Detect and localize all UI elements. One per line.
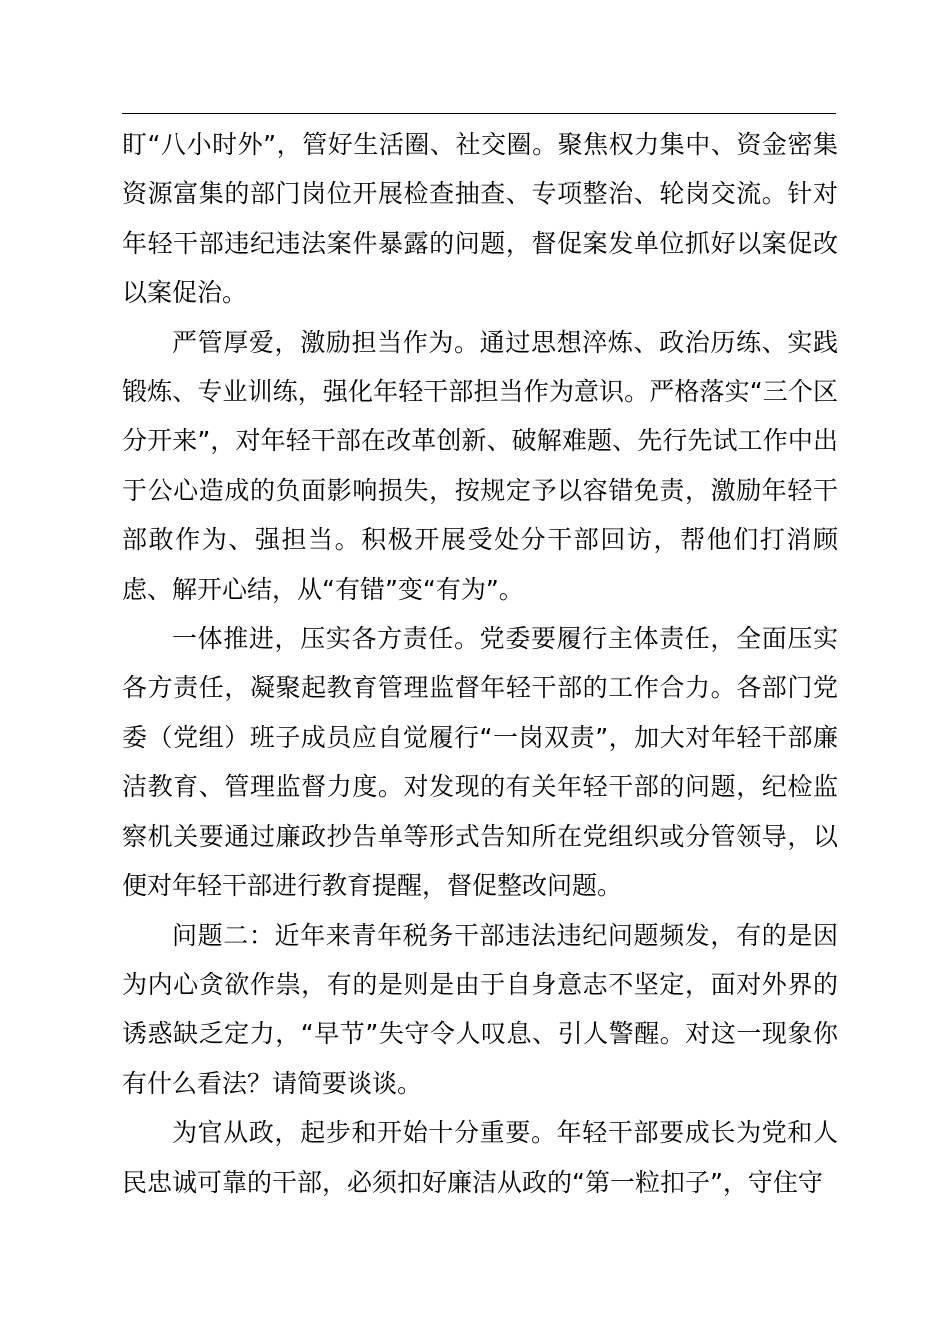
- document-body: [122, 120, 838, 1207]
- paragraph-answer: 为官从政，起步和开始十分重要。年轻干部要成长为党和人民忠诚可靠的干部，必须扣好廉洁从政的“第一粒扣子”，守住守: [122, 1118, 838, 1197]
- paragraph-strict-care: 严管厚爱，激励担当作为。通过思想淬炼、政治历练、实践锻炼、专业训练，强化年轻干部担当作为意识。严格落实“三个区分开来”，对年轻干部在改革创新、破解难题、先行先试工作中出于公心造成的负面影响损失，按规定予以容错免责，激励年轻干部敢作为、强担当。积极开展受处分干部回访，帮他们打消顾虑、解开心结，从“有错”变“有为”。: [122, 327, 838, 604]
- paragraph-continued: 盯“八小时外”，管好生活圈、社交圈。聚焦权力集中、资金密集资源富集的部门岗位开展检查抽查、专项整治、轮岗交流。针对年轻干部违纪违法案件暴露的问题，督促案发单位抓好以案促改以案促治。: [122, 130, 838, 308]
- header-rule: [122, 113, 836, 114]
- paragraph-integrated-push: 一体推进，压实各方责任。党委要履行主体责任，全面压实各方责任，凝聚起教育管理监督年轻干部的工作合力。各部门党委（党组）班子成员应自觉履行“一岗双责”，加大对年轻干部廉洁教育、管理监督力度。对发现的有关年轻干部的问题，纪检监察机关要通过廉政抄告单等形式告知所在党组织或分管领导，以便对年轻干部进行教育提醒，督促整改问题。: [122, 624, 838, 901]
- paragraph-question-two: 问题二：近年来青年税务干部违法违纪问题频发，有的是因为内心贪欲作祟，有的是则是由于自身意志不坚定，面对外界的诱惑缺乏定力，“早节”失守令人叹息、引人警醒。对这一现象你有什么看法？请简要谈谈。: [122, 920, 838, 1098]
